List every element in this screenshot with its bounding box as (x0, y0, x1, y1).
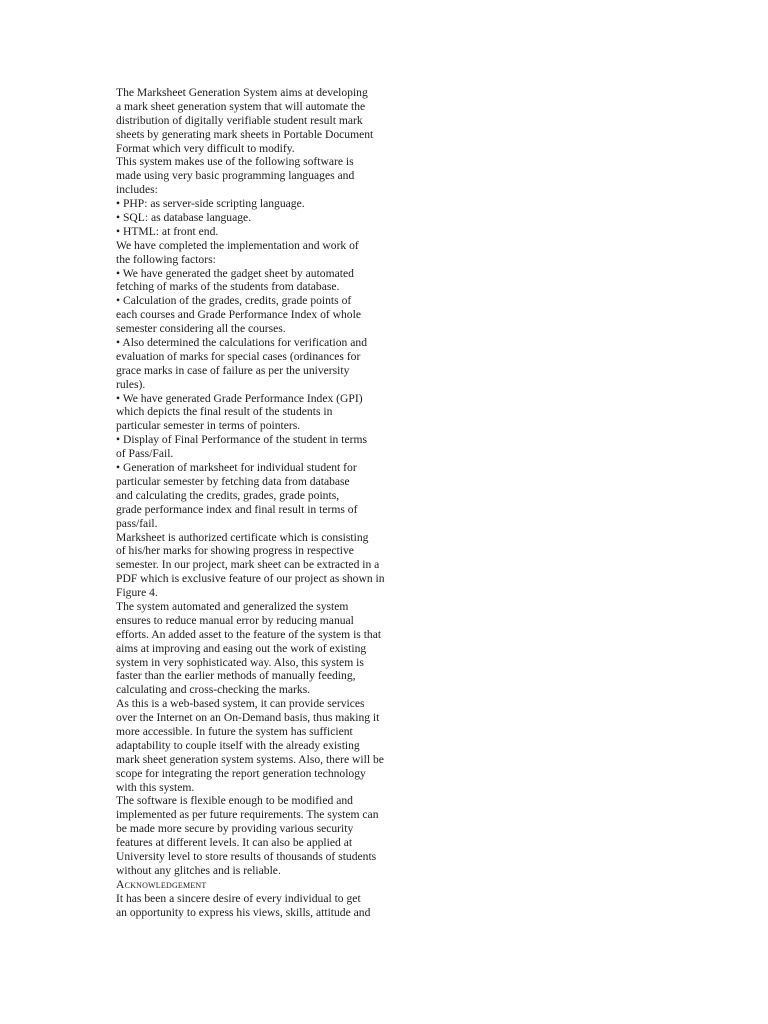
text-line: ensures to reduce manual error by reducing manual (116, 613, 354, 627)
text-line: We have completed the implementation and work of (116, 238, 359, 252)
bullet-item: • Also determined the calculations for verification and (116, 336, 367, 350)
text-line: scope for integrating the report generation technology (116, 766, 366, 780)
text-line: efforts. An added asset to the feature of the system is that (116, 627, 382, 641)
text-line: grace marks in case of failure as per the university (116, 363, 350, 377)
text-line: particular semester in terms of pointers. (116, 419, 301, 433)
text-line: and calculating the credits, grades, grade points, (116, 488, 340, 502)
text-line: sheets by generating mark sheets in Portable Document (116, 127, 374, 141)
text-line: made using very basic programming languages and (116, 169, 355, 183)
text-line: includes: (116, 183, 158, 197)
text-line: The Marksheet Generation System aims at developing (116, 86, 368, 99)
text-line: This system makes use of the following software is (116, 155, 354, 169)
section-heading: Acknowledgement (116, 877, 207, 891)
bullet-item: • Generation of marksheet for individual student for (116, 461, 357, 475)
text-line: semester considering all the courses. (116, 322, 286, 336)
text-line: the following factors: (116, 252, 216, 266)
text-line: It has been a sincere desire of every individual to get (116, 891, 361, 905)
text-line: aims at improving and easing out the work of existing (116, 641, 367, 655)
text-line: an opportunity to express his views, skills, attitude and (116, 905, 371, 919)
body-text-column (116, 86, 426, 919)
text-line: rules). (116, 377, 146, 391)
text-line: over the Internet on an On-Demand basis, thus making it (116, 711, 380, 725)
text-line: mark sheet generation system systems. Also, there will be (116, 752, 384, 766)
bullet-item: • SQL: as database language. (116, 211, 252, 225)
text-line: implemented as per future requirements. The system can (116, 808, 379, 822)
bullet-item: • We have generated the gadget sheet by automated (116, 266, 354, 280)
text-line: distribution of digitally verifiable student result mark (116, 113, 363, 127)
text-line: particular semester by fetching data from database (116, 474, 350, 488)
bullet-item: • We have generated Grade Performance Index (GPI) (116, 391, 363, 405)
text-line: University level to store results of thousands of students (116, 849, 377, 863)
text-line: each courses and Grade Performance Index of whole (116, 308, 361, 322)
bullet-item: • Calculation of the grades, credits, grade points of (116, 294, 352, 308)
text-line: calculating and cross-checking the marks. (116, 683, 311, 697)
text-line: fetching of marks of the students from database. (116, 280, 340, 294)
text-line: Format which very difficult to modify. (116, 141, 295, 155)
text-line: of his/her marks for showing progress in respective (116, 544, 354, 558)
text-line: features at different levels. It can also be applied at (116, 836, 353, 850)
text-line: pass/fail. (116, 516, 158, 530)
text-line: The software is flexible enough to be modified and (116, 794, 353, 808)
text-line: a mark sheet generation system that will automate the (116, 99, 366, 113)
text-line: with this system. (116, 780, 195, 794)
text-line: Marksheet is authorized certificate which is consisting (116, 530, 369, 544)
text-line: grade performance index and final result in terms of (116, 502, 358, 516)
text-line: The system automated and generalized the system (116, 599, 349, 613)
text-line: semester. In our project, mark sheet can be extracted in a (116, 558, 380, 572)
text-line: be made more secure by providing various security (116, 822, 354, 836)
text-line: PDF which is exclusive feature of our project as shown in (116, 572, 385, 586)
text-line: faster than the earlier methods of manually feeding, (116, 669, 356, 683)
text-line: without any glitches and is reliable. (116, 863, 281, 877)
text-line: adaptability to couple itself with the already existing (116, 738, 360, 752)
bullet-item: • PHP: as server-side scripting language. (116, 197, 305, 211)
text-line: of Pass/Fail. (116, 447, 174, 461)
text-line: As this is a web-based system, it can provide services (116, 697, 365, 711)
text-line: Figure 4. (116, 586, 158, 600)
text-line: more accessible. In future the system has sufficient (116, 724, 353, 738)
bullet-item: • HTML: at front end. (116, 224, 219, 238)
text-line: evaluation of marks for special cases (ordinances for (116, 349, 361, 363)
text-line: which depicts the final result of the students in (116, 405, 333, 419)
text-line: system in very sophisticated way. Also, this system is (116, 655, 364, 669)
bullet-item: • Display of Final Performance of the student in terms (116, 433, 368, 447)
